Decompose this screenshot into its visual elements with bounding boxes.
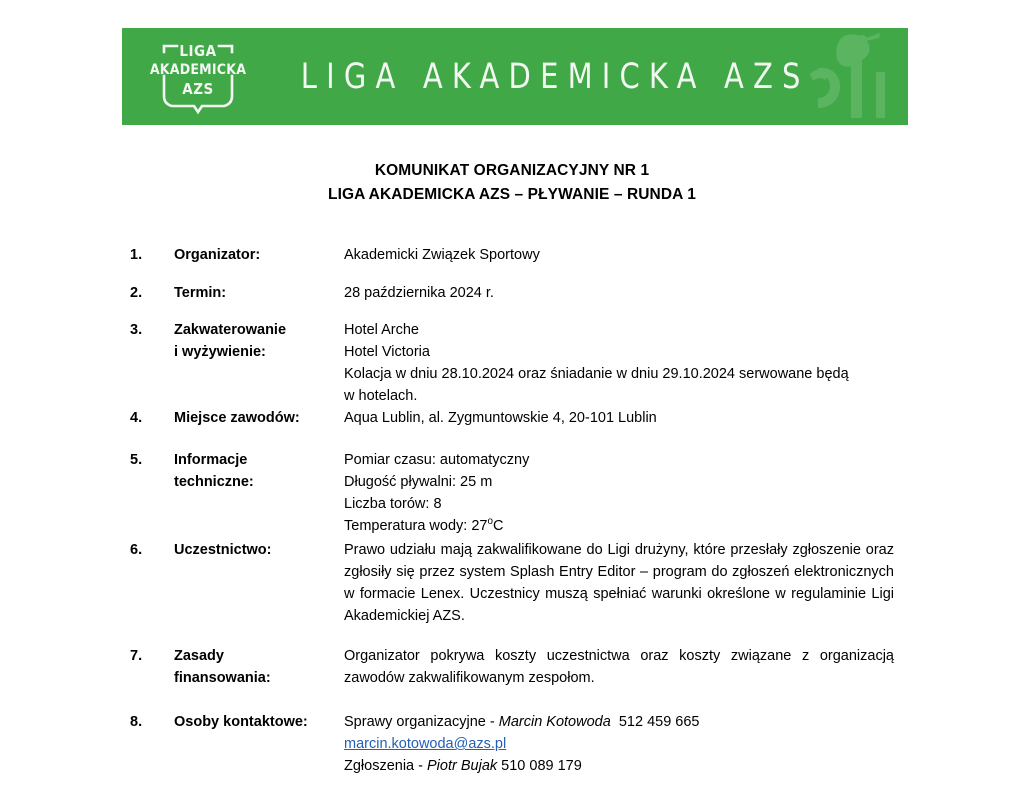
water-temperature-line: Temperatura wody: 27$^o$C (344, 516, 504, 534)
item-content: 28 października 2024 r. (344, 285, 494, 301)
item-label: Informacje techniczne: (174, 452, 254, 490)
page-title (0, 159, 1024, 207)
banner-title: LIGA AKADEMICKA AZS (300, 56, 810, 97)
item-number: 1. (130, 247, 143, 263)
contact-line-zgloszenia (344, 755, 894, 777)
item-content: Hotel Arche Hotel Victoria Kolacja w dniu 28.10.2024 oraz śniadanie w dniu 29.10.2024 serwowane będą w hotelach. (344, 322, 849, 404)
logo-line-2: AKADEMICKA (150, 62, 246, 78)
contact-phone-1: 512 459 665 (618, 714, 700, 730)
list-item-uczestnictwo (0, 539, 1024, 627)
item-number: 6. (130, 542, 143, 558)
contact-role-1: Sprawy organizacyjne - (344, 714, 499, 730)
list-item-organizator (0, 244, 1024, 266)
degree-symbol: o (487, 516, 493, 528)
contact-line-organizacyjne (344, 711, 894, 733)
item-label: Osoby kontaktowe: (174, 714, 308, 730)
item-label: Miejsce zawodów: (174, 410, 300, 426)
logo-line-3: AZS (182, 80, 214, 98)
contact-email-link[interactable]: marcin.kotowoda@azs.pl (344, 736, 507, 752)
document-body (0, 244, 1024, 791)
list-item-informacje-techniczne (0, 449, 1024, 537)
item-number: 4. (130, 410, 143, 426)
header-banner (122, 28, 908, 125)
item-content: Prawo udziału mają zakwalifikowane do Ligi drużyny, które przesłały zgłoszenie oraz zgłosiły się przez system Splash Entry Editor – program do zgłoszeń elektronicznych w formacie Lenex. Uczestnicy muszą spełniać warunki określone w regulaminie Ligi Akademickiej AZS. (344, 542, 894, 624)
logo-line-1: LIGA (179, 42, 217, 60)
water-temperature-unit: C (492, 518, 504, 534)
item-number: 7. (130, 648, 143, 664)
list-item-zakwaterowanie (0, 319, 1024, 407)
list-item-zasady-finansowania (0, 645, 1024, 689)
page-title-line-1: KOMUNIKAT ORGANIZACYJNY NR 1 (374, 162, 650, 179)
item-number: 3. (130, 322, 143, 338)
contact-role-2: Zgłoszenia - (344, 758, 428, 774)
item-content: Organizator pokrywa koszty uczestnictwa oraz koszty związane z organizacją zawodów zakwalifikowanym zespołom. (344, 648, 894, 686)
contact-name-2: Piotr Bujak (427, 758, 498, 774)
item-number: 8. (130, 714, 143, 730)
list-item-miejsce-zawodow (0, 407, 1024, 429)
list-item-osoby-kontaktowe (0, 711, 1024, 777)
contact-name-1: Marcin Kotowoda (498, 714, 611, 730)
item-number: 2. (130, 285, 143, 301)
item-label: Zakwaterowanie i wyżywienie: (174, 322, 287, 360)
item-number: 5. (130, 452, 143, 468)
item-content: Akademicki Związek Sportowy (344, 247, 540, 263)
contact-phone-2: 510 089 179 (501, 758, 582, 774)
item-content: Aqua Lublin, al. Zygmuntowskie 4, 20-101 Lublin (344, 410, 657, 426)
item-content: Pomiar czasu: automatyczny Długość pływalni: 25 m Liczba torów: 8 Temperatura wody: 27$^o$C (344, 449, 894, 537)
liga-akademicka-azs-logo (150, 36, 246, 120)
item-label: Uczestnictwo: (174, 542, 272, 558)
water-temperature-value: 27 (471, 518, 488, 534)
item-label: Zasady finansowania: (174, 648, 271, 686)
list-item-termin (0, 282, 1024, 304)
item-label: Organizator: (174, 247, 261, 263)
page-title-line-2: LIGA AKADEMICKA AZS – PŁYWANIE – RUNDA 1 (328, 186, 696, 203)
item-label: Termin: (174, 285, 227, 301)
item-content (344, 711, 894, 777)
